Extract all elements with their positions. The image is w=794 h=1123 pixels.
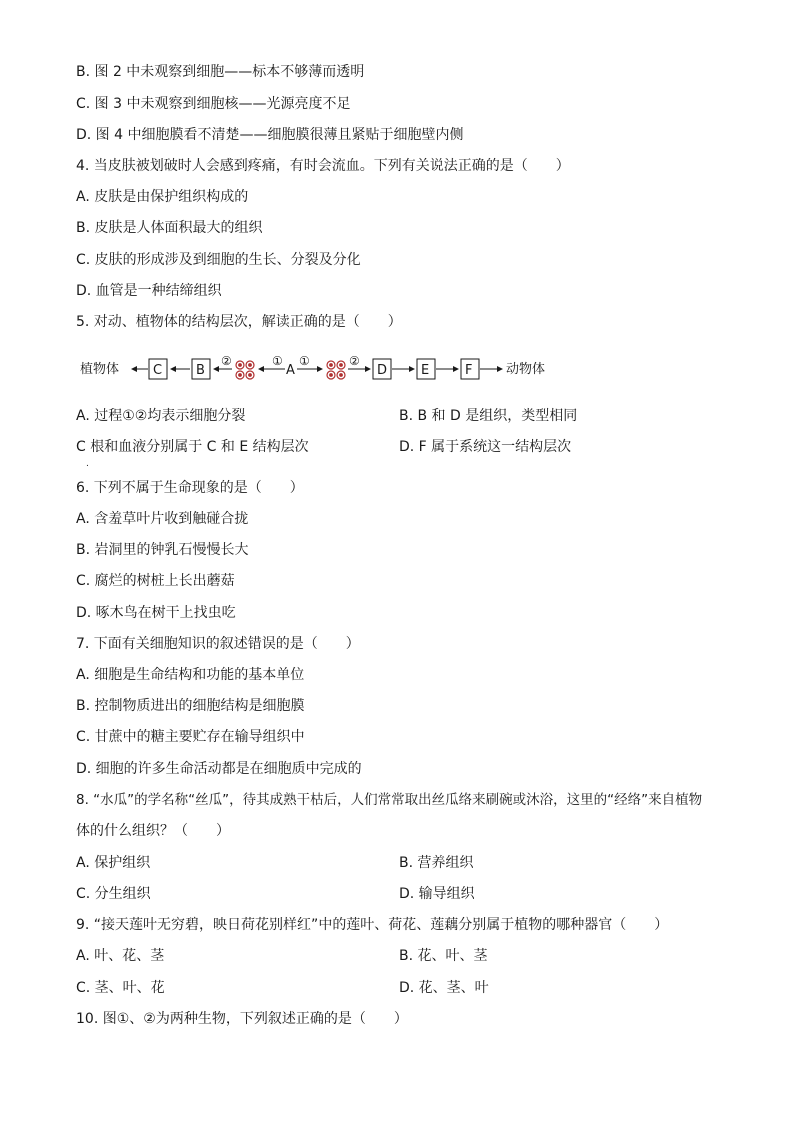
question-4-option-b: B. 皮肤是人体面积最大的组织 (76, 220, 263, 236)
step-1-right: ① (299, 354, 310, 368)
question-5-option-c: C 根和血液分别属于 C 和 E 结构层次 (76, 439, 309, 455)
question-8-option-a: A. 保护组织 (76, 855, 151, 871)
question-9-option-a: A. 叶、花、茎 (76, 948, 165, 964)
question-7-option-b: B. 控制物质进出的细胞结构是细胞膜 (76, 698, 305, 714)
question-9-option-c: C. 茎、叶、花 (76, 980, 165, 996)
cell-cluster-left-icon (236, 361, 254, 379)
question-5-option-b: B. B 和 D 是组织，类型相同 (399, 408, 578, 424)
question-5-stem: 5. 对动、植物体的结构层次，解读正确的是（ ） (76, 314, 402, 330)
step-2-right: ② (349, 354, 360, 368)
animal-label: 动物体 (506, 362, 546, 377)
question-4-option-a: A. 皮肤是由保护组织构成的 (76, 189, 249, 205)
question-8-option-c: C. 分生组织 (76, 886, 151, 902)
plant-label: 植物体 (80, 362, 120, 377)
question-10-stem: 10. 图①、②为两种生物，下列叙述正确的是（ ） (76, 1011, 408, 1027)
question-7-option-a: A. 细胞是生命结构和功能的基本单位 (76, 667, 305, 683)
question-6-option-c: C. 腐烂的树桩上长出蘑菇 (76, 573, 235, 589)
stray-dot: . (86, 459, 89, 469)
question-6-stem: 6. 下列不属于生命现象的是（ ） (76, 480, 304, 496)
box-d-label: D (377, 363, 388, 378)
question-8-stem-line-2: 体的什么组织？（ ） (76, 823, 230, 839)
question-6-option-b: B. 岩洞里的钟乳石慢慢长大 (76, 542, 249, 558)
question-5-option-a: A. 过程①②均表示细胞分裂 (76, 408, 246, 424)
box-b-label: B (196, 363, 205, 378)
question-7-stem: 7. 下面有关细胞知识的叙述错误的是（ ） (76, 636, 360, 652)
cell-cluster-right-icon (327, 361, 345, 379)
question-4-option-d: D. 血管是一种结缔组织 (76, 283, 222, 299)
question-3-option-c: C. 图 3 中未观察到细胞核——光源亮度不足 (76, 96, 351, 112)
question-3-option-b: B. 图 2 中未观察到细胞——标本不够薄而透明 (76, 64, 365, 80)
step-1-left: ① (272, 354, 283, 368)
question-8-stem-line-1: 8. “水瓜”的学名称“丝瓜”，待其成熟干枯后，人们常常取出丝瓜络来刷碗或沐浴，这里的“经络”来自植物 (76, 792, 703, 808)
question-9-stem: 9. “接天莲叶无穷碧，映日荷花别样红”中的莲叶、荷花、莲藕分别属于植物的哪种器官（ ） (76, 917, 669, 933)
question-7-option-d: D. 细胞的许多生命活动都是在细胞质中完成的 (76, 761, 362, 777)
step-2-left: ② (221, 354, 232, 368)
question-8-option-b: B. 营养组织 (399, 855, 474, 871)
question-3-option-d: D. 图 4 中细胞膜看不清楚——细胞膜很薄且紧贴于细胞壁内侧 (76, 127, 464, 143)
box-f-label: F (465, 363, 473, 378)
box-c-label: C (153, 363, 163, 378)
question-4-option-c: C. 皮肤的形成涉及到细胞的生长、分裂及分化 (76, 252, 361, 268)
structure-level-diagram (76, 351, 576, 391)
question-9-option-d: D. 花、茎、叶 (399, 980, 489, 996)
question-8-option-d: D. 输导组织 (399, 886, 475, 902)
question-4-stem: 4. 当皮肤被划破时人会感到疼痛，有时会流血。下列有关说法正确的是（ ） (76, 158, 570, 174)
question-9-option-b: B. 花、叶、茎 (399, 948, 488, 964)
question-6-option-a: A. 含羞草叶片收到触碰合拢 (76, 511, 249, 527)
box-e-label: E (421, 363, 430, 378)
question-7-option-c: C. 甘蔗中的糖主要贮存在输导组织中 (76, 729, 305, 745)
question-5-option-d: D. F 属于系统这一结构层次 (399, 439, 572, 455)
question-6-option-d: D. 啄木鸟在树干上找虫吃 (76, 605, 236, 621)
label-a: A (286, 363, 295, 378)
